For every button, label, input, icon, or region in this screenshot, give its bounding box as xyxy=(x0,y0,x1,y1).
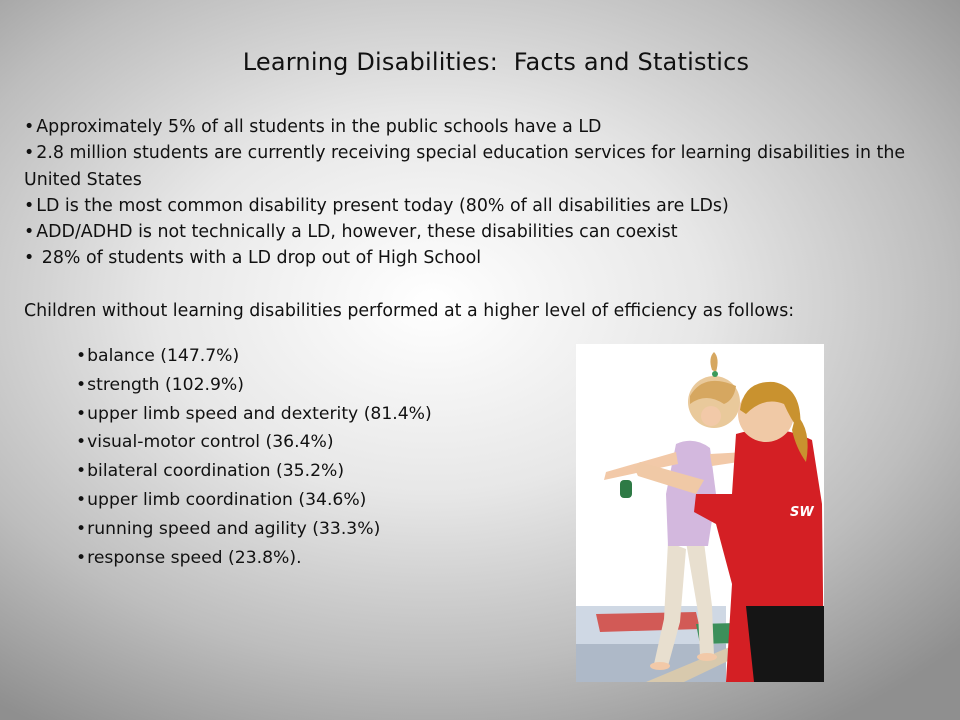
title-part-1: Learning Disabilities: xyxy=(242,48,499,76)
shirt-text: SW xyxy=(790,505,814,520)
efficiency-item: • upper limb coordination (34.6%) xyxy=(76,486,954,515)
efficiency-item: • bilateral coordination (35.2%) xyxy=(76,457,954,486)
fact-item: • 2.8 million students are currently receiving special education services for learning disabilities in the United States xyxy=(24,140,954,193)
fact-item: • Approximately 5% of all students in the public schools have a LD xyxy=(24,114,954,140)
facts-list xyxy=(24,114,954,272)
gymnastics-photo xyxy=(576,344,824,682)
gymnastics-photo-illustration xyxy=(576,344,824,682)
fact-item: • ADD/ADHD is not technically a LD, however, these disabilities can coexist xyxy=(24,219,954,245)
slide-title xyxy=(0,48,960,76)
efficiency-item: • balance (147.7%) xyxy=(76,342,954,371)
efficiency-item: • upper limb speed and dexterity (81.4%) xyxy=(76,400,954,429)
efficiency-item: • visual-motor control (36.4%) xyxy=(76,428,954,457)
efficiency-intro: Children without learning disabilities performed at a higher level of efficiency as follows: xyxy=(24,300,795,321)
fact-item: • LD is the most common disability present today (80% of all disabilities are LDs) xyxy=(24,193,954,219)
efficiency-item: • strength (102.9%) xyxy=(76,371,954,400)
title-part-2: Facts and Statistics xyxy=(513,48,750,76)
fact-item: • 28% of students with a LD drop out of High School xyxy=(24,245,954,271)
efficiency-item: • running speed and agility (33.3%) xyxy=(76,515,954,544)
efficiency-item: • response speed (23.8%). xyxy=(76,544,954,573)
